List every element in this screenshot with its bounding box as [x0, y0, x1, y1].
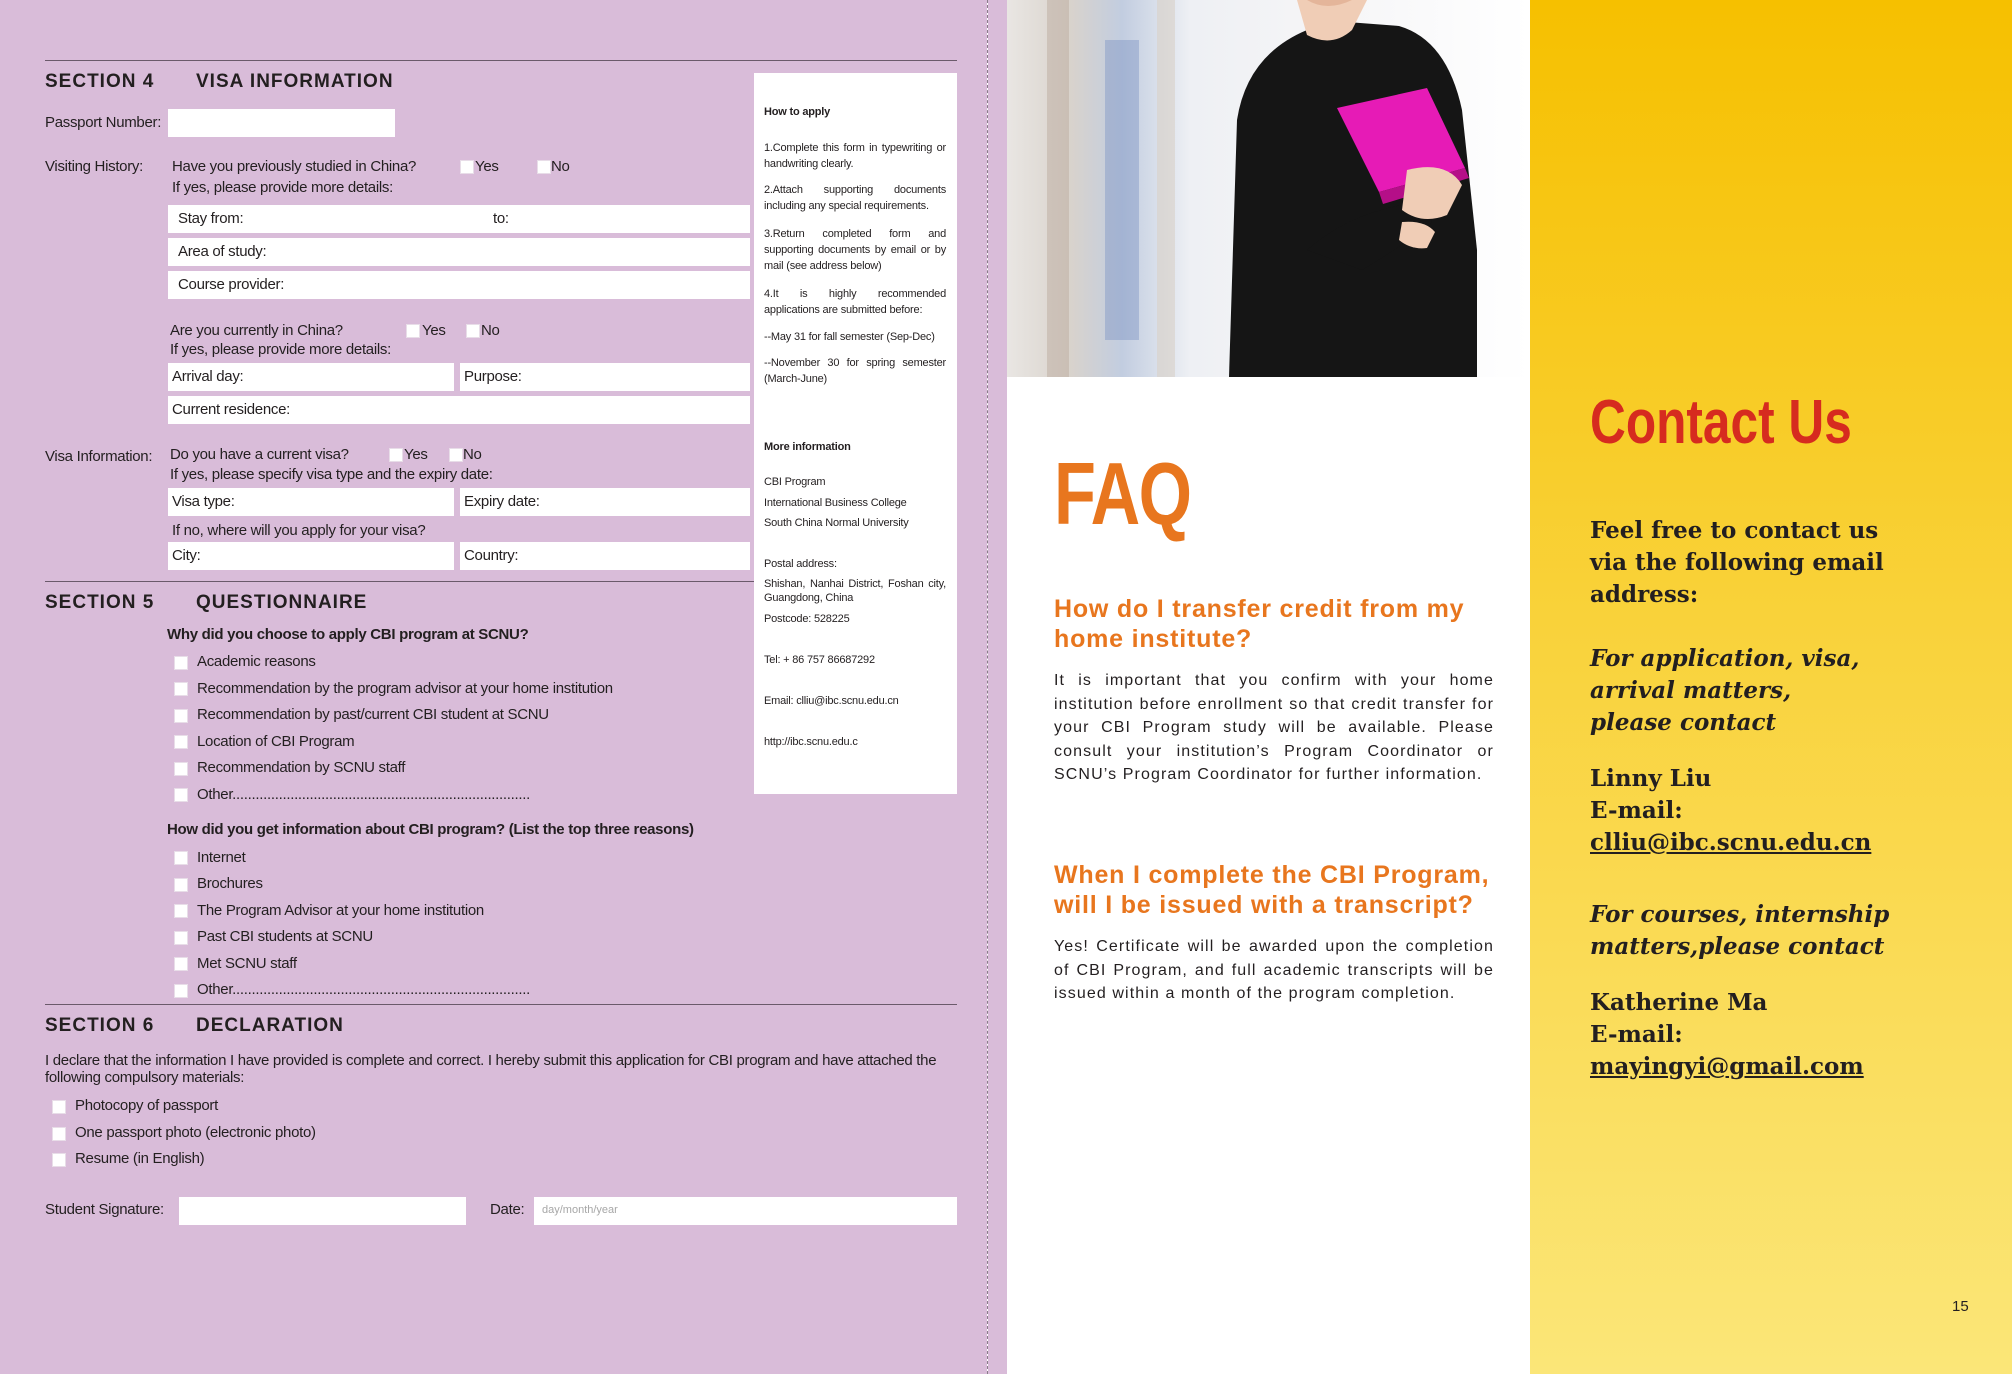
faq-answer: It is important that you confirm with your home institution before enrollment so that credit transfer for your CBI Program study will be available. Please consult your institution’s Program Coordinator or SCNU’s Program Coordinator for further information. — [1054, 672, 1494, 783]
current-residence-field[interactable] — [168, 396, 750, 424]
faq-question: How do I transfer credit from my home institute? — [1054, 595, 1465, 653]
why-option-checkbox[interactable] — [174, 709, 188, 723]
expiry-date-field[interactable] — [460, 488, 750, 516]
how-to-apply-step: 2.Attach supporting documents including any special requirements. — [764, 184, 946, 212]
postal-label: Postal address: — [764, 558, 837, 570]
section-5-title: QUESTIONNAIRE — [196, 592, 368, 613]
how-option-label: Brochures — [197, 875, 263, 892]
visa-no-checkbox[interactable] — [449, 448, 463, 462]
how-option-checkbox[interactable] — [174, 984, 188, 998]
currently-yes-checkbox[interactable] — [406, 324, 420, 338]
where-apply-text: If no, where will you apply for your visa? — [172, 522, 426, 539]
material-label: Photocopy of passport — [75, 1097, 218, 1114]
how-question: How did you get information about CBI program? (List the top three reasons) — [167, 821, 694, 838]
current-residence-label: Current residence: — [172, 401, 290, 418]
section-divider — [45, 60, 957, 61]
provide-details-text: If yes, please provide more details: — [172, 179, 393, 196]
signature-input[interactable] — [179, 1197, 466, 1225]
courses-contact-heading: For courses, internship matters,please contact — [1590, 901, 1890, 960]
arrival-day-field[interactable] — [168, 363, 454, 391]
why-option-label: Recommendation by the program advisor at your home institution — [197, 680, 613, 697]
section-6-number: SECTION 6 — [45, 1015, 155, 1036]
how-option-label: Internet — [197, 849, 246, 866]
why-option-label: Recommendation by SCNU staff — [197, 759, 406, 776]
city-field[interactable] — [168, 542, 454, 570]
how-option-checkbox[interactable] — [174, 851, 188, 865]
person-1-email-link[interactable]: clliu@ibc.scnu.edu.cn — [1590, 829, 1872, 856]
fold-line — [987, 0, 988, 1374]
area-of-study-label: Area of study: — [178, 243, 267, 260]
deadline-fall: --May 31 for fall semester (Sep-Dec) — [764, 331, 935, 343]
stay-from-field[interactable] — [168, 205, 750, 233]
visa-no-label: No — [463, 446, 482, 463]
contact-email-link[interactable]: Email: clliu@ibc.scnu.edu.cn — [764, 695, 899, 707]
person-1-email-label: E-mail: — [1590, 797, 1683, 824]
visa-information-label: Visa Information: — [45, 448, 153, 465]
visa-specify-text: If yes, please specify visa type and the expiry date: — [170, 466, 493, 483]
section-4-title: VISA INFORMATION — [196, 71, 394, 92]
student-photo — [1007, 0, 1530, 377]
telephone: Tel: + 86 757 86687292 — [764, 654, 875, 666]
city-label: City: — [172, 547, 201, 564]
faq-title: FAQ — [1054, 444, 1191, 543]
currently-question: Are you currently in China? — [170, 322, 343, 339]
purpose-field[interactable] — [460, 363, 750, 391]
section-5-number: SECTION 5 — [45, 592, 155, 613]
page-number: 15 — [1952, 1298, 1969, 1315]
declaration-text: I declare that the information I have provided is complete and correct. I hereby submit this application for CBI program and have attached the — [45, 1052, 937, 1069]
currently-no-checkbox[interactable] — [466, 324, 480, 338]
person-2-name: Katherine Ma — [1590, 989, 1768, 1016]
org-line: CBI Program — [764, 476, 826, 488]
website-link[interactable]: http://ibc.scnu.edu.c — [764, 736, 858, 748]
arrival-day-label: Arrival day: — [172, 368, 244, 385]
how-to-apply-step: 1.Complete this form in typewriting or handwriting clearly. — [764, 142, 946, 170]
currently-details-text: If yes, please provide more details: — [170, 341, 391, 358]
country-label: Country: — [464, 547, 519, 564]
studied-no-label: No — [551, 158, 570, 175]
how-option-label: The Program Advisor at your home institution — [197, 902, 484, 919]
postal-address: Shishan, Nanhai District, Foshan city, Guangdong, China — [764, 578, 946, 604]
faq-answer: Yes! Certificate will be awarded upon the completion of CBI Program, and full academic transcripts will be issued within a month of the program completion. — [1054, 938, 1494, 1002]
course-provider-label: Course provider: — [178, 276, 285, 293]
visa-type-field[interactable] — [168, 488, 454, 516]
material-label: One passport photo (electronic photo) — [75, 1124, 316, 1141]
passport-number-input[interactable] — [168, 109, 395, 137]
date-label: Date: — [490, 1201, 525, 1218]
faq-question: When I complete the CBI Program, will I be issued with a transcript? — [1054, 861, 1490, 919]
why-option-label: Recommendation by past/current CBI student at SCNU — [197, 706, 549, 723]
why-option-checkbox[interactable] — [174, 735, 188, 749]
page-gutter — [988, 0, 1007, 1374]
why-question: Why did you choose to apply CBI program at SCNU? — [167, 626, 529, 643]
studied-yes-label: Yes — [475, 158, 499, 175]
studied-question: Have you previously studied in China? — [172, 158, 417, 175]
expiry-date-label: Expiry date: — [464, 493, 540, 510]
signature-label: Student Signature: — [45, 1201, 164, 1218]
stay-from-label: Stay from: — [178, 210, 244, 227]
visa-yes-checkbox[interactable] — [389, 448, 403, 462]
how-option-checkbox[interactable] — [174, 878, 188, 892]
declaration-text-continued: following compulsory materials: — [45, 1069, 245, 1086]
currently-yes-label: Yes — [422, 322, 446, 339]
how-option-checkbox[interactable] — [174, 931, 188, 945]
contact-intro: Feel free to contact us via the following email address: — [1590, 517, 1884, 608]
visa-question: Do you have a current visa? — [170, 446, 349, 463]
why-option-label: Location of CBI Program — [197, 733, 355, 750]
purpose-label: Purpose: — [464, 368, 522, 385]
stay-to-label: to: — [493, 210, 509, 227]
why-option-label: Academic reasons — [197, 653, 316, 670]
org-line: International Business College — [764, 497, 907, 509]
why-option-checkbox[interactable] — [174, 762, 188, 776]
course-provider-field[interactable] — [168, 271, 750, 299]
how-to-apply-step: 4.It is highly recommended applications are submitted before: — [764, 288, 946, 316]
person-2-email-link[interactable]: mayingyi@gmail.com — [1590, 1053, 1864, 1080]
country-field[interactable] — [460, 542, 750, 570]
person-2-email-label: E-mail: — [1590, 1021, 1683, 1048]
section-6-title: DECLARATION — [196, 1015, 344, 1036]
how-option-label: Past CBI students at SCNU — [197, 928, 373, 945]
studied-yes-checkbox[interactable] — [460, 160, 474, 174]
section-divider — [45, 1004, 957, 1005]
why-option-checkbox[interactable] — [174, 788, 188, 802]
deadline-spring: --November 30 for spring semester (March-June) — [764, 357, 946, 385]
org-line: South China Normal University — [764, 517, 909, 529]
how-option-label: Other............................................................................. — [197, 981, 530, 998]
material-checkbox[interactable] — [52, 1127, 66, 1141]
why-option-label: Other............................................................................. — [197, 786, 530, 803]
material-checkbox[interactable] — [52, 1153, 66, 1167]
how-to-apply-step: 3.Return completed form and supporting documents by email or by mail (see address below) — [764, 228, 946, 272]
why-option-checkbox[interactable] — [174, 656, 188, 670]
why-option-checkbox[interactable] — [174, 682, 188, 696]
how-option-checkbox[interactable] — [174, 957, 188, 971]
area-of-study-field[interactable] — [168, 238, 750, 266]
material-checkbox[interactable] — [52, 1100, 66, 1114]
visa-contact-heading: For application, visa, arrival matters, please contact — [1590, 645, 1860, 736]
how-option-checkbox[interactable] — [174, 904, 188, 918]
visa-yes-label: Yes — [404, 446, 428, 463]
person-1-name: Linny Liu — [1590, 765, 1712, 792]
studied-no-checkbox[interactable] — [537, 160, 551, 174]
visiting-history-label: Visiting History: — [45, 158, 143, 175]
passport-label: Passport Number: — [45, 114, 162, 131]
date-input[interactable] — [534, 1197, 957, 1225]
section-4-number: SECTION 4 — [45, 71, 155, 92]
how-option-label: Met SCNU staff — [197, 955, 297, 972]
visa-type-label: Visa type: — [172, 493, 235, 510]
more-info-title: More information — [764, 441, 851, 453]
currently-no-label: No — [481, 322, 500, 339]
how-to-apply-title: How to apply — [764, 106, 831, 118]
material-label: Resume (in English) — [75, 1150, 205, 1167]
date-placeholder: day/month/year — [542, 1204, 618, 1216]
contact-title: Contact Us — [1590, 388, 1852, 457]
postcode: Postcode: 528225 — [764, 613, 850, 625]
